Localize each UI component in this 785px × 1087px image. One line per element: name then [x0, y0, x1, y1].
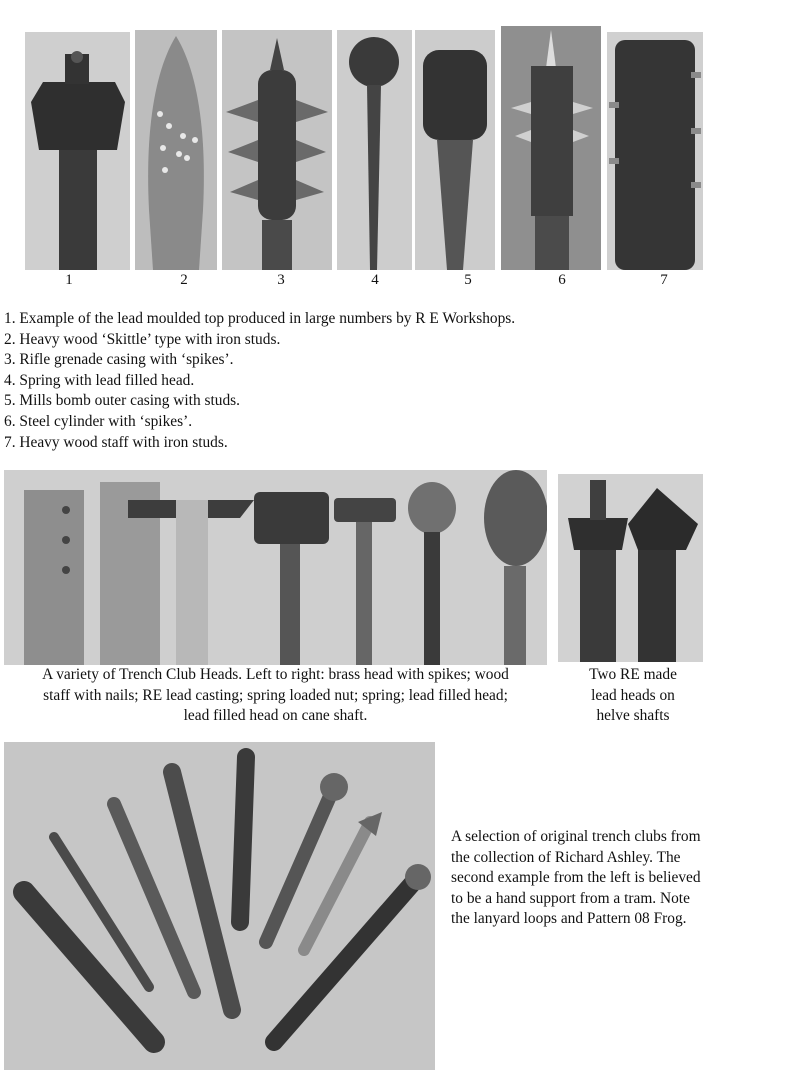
caption-item-1: 1. Example of the lead moulded top produced in large numbers by R E Workshops. — [4, 310, 516, 327]
figure-number-2: 2 — [180, 272, 188, 288]
figure-number-7: 7 — [660, 272, 668, 288]
photo-club-5-mills-bomb — [415, 30, 495, 270]
caption-item-4: 4. Spring with lead filled head. — [4, 371, 195, 389]
caption-item-3: 3. Rifle grenade casing with ‘spikes’. — [4, 351, 234, 369]
caption-item-5: 5. Mills bomb outer casing with studs. — [4, 392, 240, 410]
selection-caption-line-1: A selection of original trench clubs from — [451, 828, 701, 845]
photo-club-6-steel-cylinder — [501, 26, 601, 270]
re-heads-caption-line-3: helve shafts — [596, 707, 670, 725]
photo-club-7-wood-staff — [607, 32, 703, 270]
selection-caption-line-2: the collection of Richard Ashley. The — [451, 848, 681, 866]
photo-re-lead-heads — [558, 474, 703, 662]
photo-club-1-lead-moulded-top — [25, 32, 130, 270]
variety-caption — [4, 665, 547, 727]
photo-trench-club-heads — [4, 470, 547, 665]
figure-number-1: 1 — [65, 272, 73, 288]
variety-caption-line-1: A variety of Trench Club Heads. Left to right: brass head with spikes; wood — [42, 666, 509, 683]
photo-club-3-rifle-grenade — [222, 30, 332, 270]
variety-caption-line-3: lead filled head on cane shaft. — [183, 707, 368, 725]
figure-number-4: 4 — [371, 272, 379, 288]
figure-number-5: 5 — [464, 272, 472, 288]
variety-caption-line-2: staff with nails; RE lead casting; spring loaded nut; spring; lead filled head; — [43, 686, 508, 704]
photo-club-4-spring-lead-head — [337, 30, 412, 270]
caption-item-2: 2. Heavy wood ‘Skittle’ type with iron studs. — [4, 330, 281, 348]
re-heads-caption-line-2: lead heads on — [591, 686, 675, 704]
photo-club-2-skittle — [135, 30, 217, 270]
selection-caption-line-3: second example from the left is believed — [451, 869, 701, 887]
caption-item-7: 7. Heavy wood staff with iron studs. — [4, 433, 228, 451]
figure-number-6: 6 — [558, 272, 566, 288]
re-heads-caption — [558, 665, 708, 727]
selection-caption-line-4: to be a hand support from a tram. Note — [451, 889, 690, 907]
re-heads-caption-line-1: Two RE made — [589, 666, 677, 683]
photo-selection-trench-clubs — [4, 742, 435, 1070]
caption-list — [4, 309, 515, 453]
caption-item-6: 6. Steel cylinder with ‘spikes’. — [4, 412, 193, 430]
selection-caption-line-5: the lanyard loops and Pattern 08 Frog. — [451, 910, 687, 928]
figure-number-3: 3 — [277, 272, 285, 288]
selection-caption — [451, 827, 701, 930]
